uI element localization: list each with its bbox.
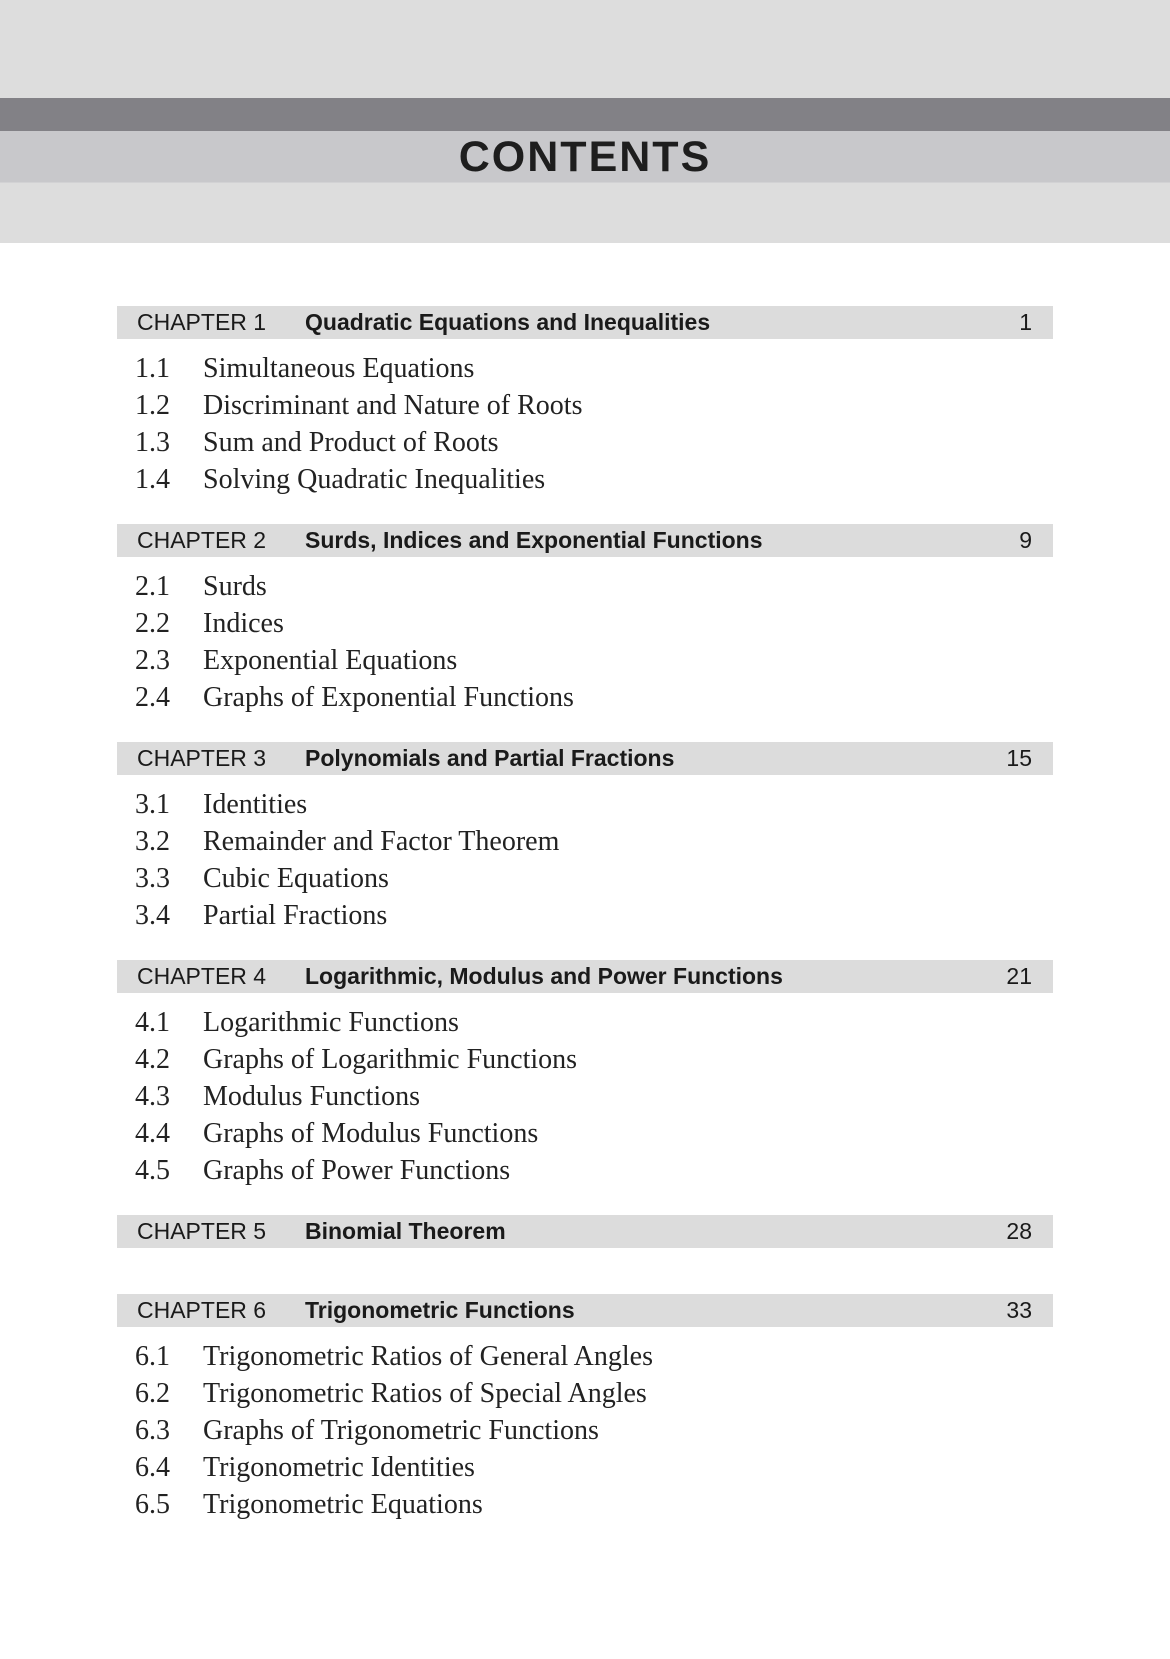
chapter-page-number: 33 [1006,1297,1032,1323]
section-title: Remainder and Factor Theorem [203,826,560,857]
section-item[interactable] [117,605,1053,642]
section-item[interactable] [117,1486,1053,1523]
section-item[interactable] [117,1004,1053,1041]
chapter-title: Surds, Indices and Exponential Functions [305,527,763,553]
section-number: 2.3 [135,645,170,676]
section-list [117,1327,1053,1523]
section-title: Trigonometric Ratios of Special Angles [203,1378,647,1409]
section-title: Cubic Equations [203,863,389,894]
section-number: 3.2 [135,826,170,857]
section-item[interactable] [117,1338,1053,1375]
section-title: Trigonometric Ratios of General Angles [203,1341,654,1372]
chapter-heading-bar[interactable] [117,524,1053,557]
chapter-title: Polynomials and Partial Fractions [305,745,675,771]
section-number: 3.3 [135,863,170,894]
chapter-page-number: 21 [1006,963,1032,989]
section-title: Identities [203,789,308,820]
chapter-label: CHAPTER 3 [137,745,267,771]
chapter-heading-bar[interactable] [117,1215,1053,1248]
section-number: 6.2 [135,1378,170,1409]
chapter-heading-bar[interactable] [117,1294,1053,1327]
header-dark-band [0,98,1170,131]
section-list [117,993,1053,1189]
chapter-entry [117,960,1053,1189]
section-list [117,557,1053,716]
chapter-entry [117,1215,1053,1248]
section-title: Solving Quadratic Inequalities [203,464,546,495]
chapter-label: CHAPTER 1 [137,309,267,335]
section-item[interactable] [117,786,1053,823]
section-title: Discriminant and Nature of Roots [203,390,583,421]
section-number: 4.3 [135,1081,170,1112]
section-title: Logarithmic Functions [203,1007,459,1038]
section-title: Partial Fractions [203,900,388,931]
section-number: 6.3 [135,1415,170,1446]
section-item[interactable] [117,1041,1053,1078]
chapter-page-number: 9 [1019,527,1032,553]
chapter-heading-bar[interactable] [117,742,1053,775]
table-of-contents [117,306,1053,1549]
section-item[interactable] [117,1449,1053,1486]
section-title: Graphs of Modulus Functions [203,1118,539,1149]
section-title: Simultaneous Equations [203,353,475,384]
section-item[interactable] [117,1152,1053,1189]
section-number: 2.2 [135,608,170,639]
section-number: 4.5 [135,1155,170,1186]
section-item[interactable] [117,897,1053,934]
section-number: 3.4 [135,900,170,931]
chapter-label: CHAPTER 2 [137,527,267,553]
chapter-entry [117,742,1053,934]
chapter-title: Logarithmic, Modulus and Power Functions [305,963,783,989]
section-title: Indices [203,608,284,639]
section-number: 6.5 [135,1489,170,1520]
section-number: 3.1 [135,789,170,820]
chapter-label: CHAPTER 5 [137,1218,267,1244]
section-item[interactable] [117,568,1053,605]
chapter-entry [117,306,1053,498]
section-title: Graphs of Logarithmic Functions [203,1044,578,1075]
chapter-title: Quadratic Equations and Inequalities [305,309,711,335]
section-number: 4.2 [135,1044,170,1075]
chapter-title: Binomial Theorem [305,1218,506,1244]
section-title: Sum and Product of Roots [203,427,499,458]
section-item[interactable] [117,387,1053,424]
chapter-heading-bar[interactable] [117,306,1053,339]
chapter-heading-bar[interactable] [117,960,1053,993]
section-number: 2.1 [135,571,170,602]
header-lower-band [0,183,1170,243]
chapter-page-number: 1 [1019,309,1032,335]
section-list [117,339,1053,498]
chapter-title: Trigonometric Functions [305,1297,575,1323]
section-title: Graphs of Exponential Functions [203,682,574,713]
section-list [117,775,1053,934]
section-item[interactable] [117,461,1053,498]
section-item[interactable] [117,1115,1053,1152]
section-title: Trigonometric Identities [203,1452,475,1483]
section-item[interactable] [117,350,1053,387]
section-number: 6.4 [135,1452,170,1483]
section-title: Surds [203,571,267,602]
section-item[interactable] [117,679,1053,716]
section-number: 6.1 [135,1341,170,1372]
section-number: 1.3 [135,427,170,458]
section-item[interactable] [117,1412,1053,1449]
section-item[interactable] [117,642,1053,679]
section-number: 2.4 [135,682,170,713]
section-number: 1.1 [135,353,170,384]
section-title: Graphs of Power Functions [203,1155,511,1186]
chapter-entry [117,524,1053,716]
section-item[interactable] [117,1375,1053,1412]
header-top-band [0,0,1170,98]
section-item[interactable] [117,860,1053,897]
chapter-page-number: 15 [1006,745,1032,771]
section-item[interactable] [117,823,1053,860]
section-number: 1.4 [135,464,170,495]
section-item[interactable] [117,424,1053,461]
chapter-entry [117,1294,1053,1523]
section-number: 4.1 [135,1007,170,1038]
section-title: Graphs of Trigonometric Functions [203,1415,599,1446]
section-item[interactable] [117,1078,1053,1115]
chapter-label: CHAPTER 4 [137,963,267,989]
section-title: Trigonometric Equations [203,1489,483,1520]
section-number: 4.4 [135,1118,170,1149]
page-title: CONTENTS [458,133,712,181]
section-title: Modulus Functions [203,1081,421,1112]
chapter-label: CHAPTER 6 [137,1297,267,1323]
chapter-page-number: 28 [1006,1218,1032,1244]
section-title: Exponential Equations [203,645,458,676]
section-number: 1.2 [135,390,170,421]
